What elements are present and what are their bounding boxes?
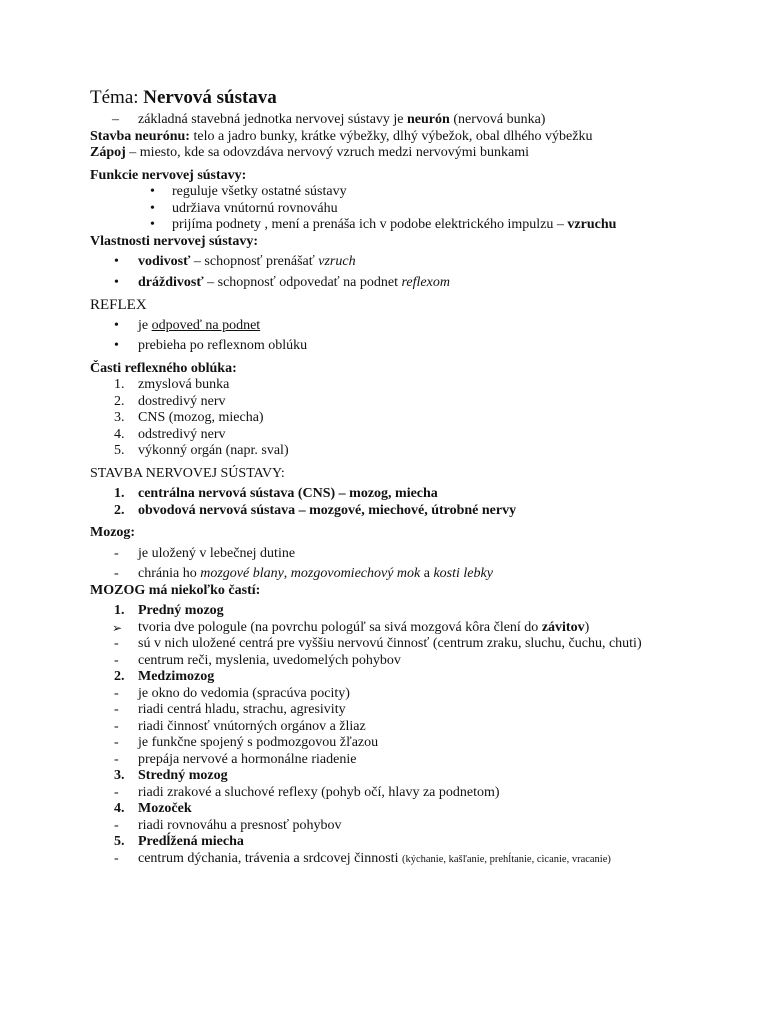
list-item <box>90 486 690 503</box>
list-item <box>90 636 698 653</box>
section-title: Medzimozog <box>138 669 215 684</box>
list-item-text: obvodová nervová sústava – mozgové, miechové, útrobné nervy <box>138 502 517 518</box>
list-item-text: je funkčne spojený s podmozgovou žľazou <box>138 735 379 750</box>
list-item <box>90 275 690 292</box>
list-item-italic: kosti lebky <box>433 566 493 581</box>
intro-line-neuron <box>90 112 690 129</box>
list-item-text: dostredivý nerv <box>138 393 226 409</box>
document-page <box>90 86 690 868</box>
list-item-text: chránia ho <box>138 566 201 581</box>
list-item-small: (kýchanie, kašľanie, prehĺtanie, cicanie, vracanie) <box>401 853 611 865</box>
number-marker: 2. <box>114 669 125 684</box>
list-item <box>90 851 638 869</box>
list-item-text: reguluje všetky ostatné sústavy <box>172 184 347 199</box>
section-title: Predĺžená miecha <box>138 834 244 849</box>
bullet-marker: • <box>150 217 155 232</box>
list-item <box>90 427 690 444</box>
hyphen-marker: - <box>114 817 119 833</box>
list-item <box>90 184 690 201</box>
list-item-text: riadi zrakové a sluchové reflexy (pohyb očí, hlavy za podnetom) <box>138 784 500 800</box>
number-marker: 4. <box>114 426 125 442</box>
casti-mozgu-heading: MOZOG má niekoľko častí: <box>90 582 261 598</box>
list-item-text: udržiava vnútornú rovnováhu <box>172 200 338 216</box>
list-item <box>90 566 690 583</box>
bullet-marker: • <box>150 200 155 216</box>
bullet-marker: • <box>114 254 119 269</box>
list-item-text: sú v nich uložené centrá pre vyššiu nervovú činnosť (centrum zraku, sluchu, čuchu, chuti) <box>138 636 642 651</box>
funkcie-heading: Funkcie nervovej sústavy: <box>90 167 247 183</box>
list-item-text: riadi centrá hladu, strachu, agresivity <box>138 702 346 717</box>
dash-marker: – <box>112 112 119 127</box>
list-item-text: výkonný orgán (napr. sval) <box>138 443 289 458</box>
hyphen-marker: - <box>114 784 119 800</box>
section-title: Stredný mozog <box>138 768 228 783</box>
list-item-bold: závitov <box>541 619 585 635</box>
section-item <box>90 603 690 620</box>
intro-text-end: (nervová bunka) <box>449 112 546 127</box>
page-title <box>90 86 690 110</box>
hyphen-marker: - <box>114 702 119 717</box>
section-item <box>90 801 690 818</box>
section-item <box>90 669 690 686</box>
list-item-text: prebieha po reflexnom oblúku <box>138 338 308 353</box>
zapoj-text: – miesto, kde sa odovzdáva nervový vzruch medzi nervovými bunkami <box>125 145 529 160</box>
list-item-text: a <box>420 566 434 581</box>
list-item-underlined: odpoveď na podnet <box>151 317 261 333</box>
list-item-text: riadi rovnováhu a presnosť pohybov <box>138 817 342 833</box>
list-item <box>90 217 690 234</box>
list-item-bold: dráždivosť <box>138 274 204 290</box>
hyphen-marker: - <box>114 718 119 734</box>
list-item-text: je <box>138 317 152 333</box>
number-marker: 5. <box>114 834 125 849</box>
list-item-text: ) <box>584 619 590 635</box>
list-item <box>90 719 690 736</box>
list-item-text: – schopnosť odpovedať na podnet <box>203 274 402 290</box>
list-item-italic: mozgovomiechový mok <box>290 566 421 581</box>
number-marker: 2. <box>114 502 125 518</box>
list-item-text: riadi činnosť vnútorných orgánov a žliaz <box>138 718 366 734</box>
bullet-marker: • <box>114 338 119 353</box>
stavba-text: telo a jadro bunky, krátke výbežky, dlhý výbežok, obal dlhého výbežku <box>189 128 593 144</box>
list-item <box>90 653 690 670</box>
list-item-text: zmyslová bunka <box>138 377 230 392</box>
zapoj-label: Zápoj <box>90 145 126 160</box>
number-marker: 1. <box>114 486 125 501</box>
title-main: Nervová sústava <box>143 87 277 108</box>
list-item <box>90 702 690 719</box>
list-item <box>90 377 690 394</box>
list-item <box>90 785 690 802</box>
list-item <box>90 443 690 460</box>
title-prefix: Téma: <box>90 87 144 108</box>
list-item-text: centrum dýchania, trávenia a srdcovej činnosti <box>138 850 402 866</box>
list-item <box>90 201 690 218</box>
hyphen-marker: - <box>114 685 119 701</box>
number-marker: 5. <box>114 443 125 458</box>
hyphen-marker: - <box>114 636 119 651</box>
arrow-marker: ➢ <box>112 620 123 635</box>
number-marker: 4. <box>114 801 125 816</box>
list-item <box>90 620 690 637</box>
bullet-marker: • <box>114 274 119 290</box>
vlastnosti-heading: Vlastnosti nervovej sústavy: <box>90 233 258 249</box>
stavba-neuronu-line <box>90 129 690 146</box>
list-item-text: odstredivý nerv <box>138 426 226 442</box>
list-item-italic: vzruch <box>318 254 356 269</box>
list-item-text: – schopnosť prenášať <box>190 254 319 269</box>
list-item <box>90 752 690 769</box>
section-title: Mozoček <box>138 801 192 816</box>
hyphen-marker: - <box>114 652 119 668</box>
section-item <box>90 768 690 785</box>
stavba-ns-heading: STAVBA NERVOVEJ SÚSTAVY: <box>90 465 285 481</box>
list-item <box>90 394 690 411</box>
list-item-text: prepája nervové a hormonálne riadenie <box>138 751 357 767</box>
list-item <box>90 318 690 335</box>
mozog-heading: Mozog: <box>90 525 136 540</box>
bullet-marker: • <box>150 184 155 199</box>
casti-heading: Časti reflexného oblúka: <box>90 360 237 376</box>
list-item <box>90 254 690 271</box>
zapoj-line <box>90 145 690 162</box>
list-item <box>90 735 690 752</box>
list-item-text: tvoria dve pologule (na povrchu pologúľ sa sivá mozgová kôra člení do <box>138 619 542 635</box>
list-item-text: centrálna nervová sústava (CNS) – mozog, miecha <box>138 486 438 501</box>
hyphen-marker: - <box>114 751 119 767</box>
hyphen-marker: - <box>114 545 119 561</box>
number-marker: 2. <box>114 393 125 409</box>
list-item-bold: vodivosť <box>138 254 191 269</box>
list-item <box>90 546 690 563</box>
list-item-bold: vzruchu <box>567 217 617 232</box>
list-item-italic: reflexom <box>401 274 450 290</box>
stavba-label: Stavba neurónu: <box>90 128 190 144</box>
list-item-italic: mozgové blany <box>200 566 284 581</box>
list-item-text: prijíma podnety , mení a prenáša ich v podobe elektrického impulzu – <box>172 217 568 232</box>
list-item <box>90 503 690 520</box>
list-item-text: centrum reči, myslenia, uvedomelých pohybov <box>138 652 401 668</box>
reflex-heading: REFLEX <box>90 297 147 313</box>
list-item-text: , <box>283 566 291 581</box>
intro-bold: neurón <box>407 112 450 127</box>
section-title: Predný mozog <box>138 603 224 618</box>
number-marker: 1. <box>114 377 125 392</box>
list-item-text: CNS (mozog, miecha) <box>138 410 264 425</box>
number-marker: 3. <box>114 410 125 425</box>
list-item-text: je uložený v lebečnej dutine <box>138 545 296 561</box>
list-item-text: je okno do vedomia (spracúva pocity) <box>138 685 350 701</box>
hyphen-marker: - <box>114 566 119 581</box>
list-item <box>90 686 690 703</box>
list-item <box>90 818 690 835</box>
bullet-marker: • <box>114 317 119 333</box>
list-item <box>90 338 690 355</box>
list-item <box>90 410 690 427</box>
hyphen-marker: - <box>114 850 119 866</box>
intro-text: základná stavebná jednotka nervovej sústavy je <box>138 112 408 127</box>
number-marker: 1. <box>114 603 125 618</box>
number-marker: 3. <box>114 768 125 783</box>
hyphen-marker: - <box>114 735 119 750</box>
section-item <box>90 834 690 851</box>
